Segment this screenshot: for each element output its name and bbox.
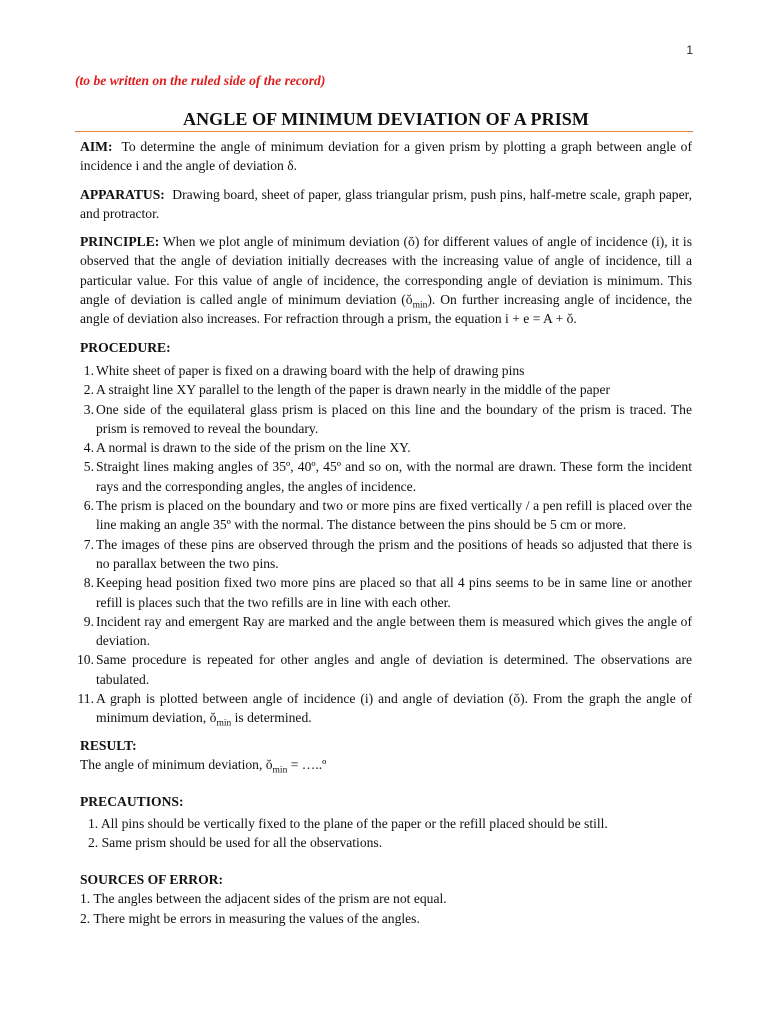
precautions-heading: PRECAUTIONS: <box>80 794 184 810</box>
document-body <box>77 137 693 928</box>
step-number: 9. <box>83 613 94 629</box>
procedure-step <box>77 689 692 730</box>
procedure-step <box>80 573 692 612</box>
procedure-step <box>77 650 692 689</box>
step-number: 3. <box>83 401 94 417</box>
step-number: 1. <box>83 362 94 378</box>
apparatus-section <box>80 185 692 224</box>
procedure-heading: PROCEDURE: <box>80 339 171 355</box>
step-number: 2. <box>83 382 94 398</box>
apparatus-text: Drawing board, sheet of paper, glass triangular prism, push pins, half-metre scale, graph paper, and protractor. <box>80 186 692 221</box>
step-text: The prism is placed on the boundary and two or more pins are fixed vertically / a pen refill is placed over the line making an angle 35º with the normal. The distance between the pins should be 5 cm or more. <box>96 498 692 533</box>
precaution-item: 1. All pins should be vertically fixed to the plane of the paper or the refill placed should be still. <box>88 815 608 831</box>
step-number: 4. <box>83 440 94 456</box>
step-number: 10. <box>77 652 94 668</box>
step-number: 8. <box>83 575 94 591</box>
procedure-step <box>80 361 692 380</box>
principle-section <box>80 232 692 328</box>
procedure-step <box>80 612 692 651</box>
principle-subscript: min <box>412 300 428 311</box>
precaution-item: 2. Same prism should be used for all the observations. <box>88 834 383 850</box>
sources-of-error-heading: SOURCES OF ERROR: <box>80 872 223 888</box>
principle-label: PRINCIPLE: <box>80 234 160 250</box>
step-text-end: is determined. <box>231 710 312 726</box>
aim-text: To determine the angle of minimum deviation for a given prism by plotting a graph between angle of incidence i and the angle of deviation δ. <box>80 139 692 174</box>
step-number: 6. <box>83 498 94 514</box>
step-text: White sheet of paper is fixed on a drawing board with the help of drawing pins <box>96 362 525 378</box>
result-heading: RESULT: <box>80 737 137 753</box>
step-text: The images of these pins are observed through the prism and the positions of heads so adjusted that there is no parallax between the two pins. <box>96 536 692 571</box>
principle-text-b: ). On further increasing angle of incidence, the angle of deviation also increases. For refraction through a prism, the equation i + e = A + ŏ. <box>80 292 692 327</box>
procedure-step <box>80 535 692 574</box>
principle-text-a: When we plot angle of minimum deviation (ŏ) for different values of angle of incidence (i), it is observed that the angle of deviation initially decreases with the increasing value of angle of incidence, till a particular value. For this value of angle of incidence, the corresponding angle of deviation is minimum. This angle of deviation is called angle of minimum deviation (ŏ <box>80 234 693 308</box>
procedure-step <box>80 496 692 535</box>
step-number: 7. <box>83 536 94 552</box>
step-text: A straight line XY parallel to the length of the paper is drawn nearly in the middle of the paper <box>96 382 611 398</box>
step-number: 11. <box>77 691 94 707</box>
aim-section <box>80 137 692 176</box>
precautions-list <box>80 814 692 853</box>
page-number: 1 <box>686 43 693 57</box>
step-subscript: min <box>216 719 232 730</box>
step-text: A normal is drawn to the side of the prism on the line XY. <box>96 440 411 456</box>
procedure-step <box>80 380 692 399</box>
step-text: Same procedure is repeated for other angles and angle of deviation is determined. The observations are tabulated. <box>96 652 692 687</box>
step-number: 5. <box>83 459 94 475</box>
procedure-step <box>80 438 692 457</box>
step-text: Incident ray and emergent Ray are marked and the angle between them is measured which gives the angle of deviation. <box>96 613 692 649</box>
result-subscript: min <box>272 765 288 776</box>
step-text: One side of the equilateral glass prism is placed on this line and the boundary of the prism is traced. The prism is removed to reveal the boundary. <box>96 401 692 436</box>
procedure-step <box>80 400 692 439</box>
procedure-step <box>80 457 692 496</box>
record-note: (to be written on the ruled side of the record) <box>75 73 326 88</box>
step-text: A graph is plotted between angle of incidence (i) and angle of deviation (ŏ). From the graph the angle of minimum deviation, ŏ <box>96 691 692 726</box>
sources-of-error-list <box>80 889 692 928</box>
step-text: Straight lines making angles of 35º, 40º, 45º and so on, with the normal are drawn. These form the incident rays and the corresponding angles, the angles of incidence. <box>96 459 692 494</box>
title-underline <box>75 131 693 132</box>
procedure-list <box>77 361 692 730</box>
result-text <box>80 755 692 774</box>
error-item: 1. The angles between the adjacent sides of the prism are not equal. <box>80 891 447 907</box>
step-text: Keeping head position fixed two more pins are placed so that all 4 pins seems to be in same line or another refill is places such that the two refills are in line with each other. <box>96 575 692 610</box>
result-text-b: = …..º <box>287 756 327 772</box>
error-item: 2. There might be errors in measuring the values of the angles. <box>80 910 420 926</box>
page-title: ANGLE OF MINIMUM DEVIATION OF A PRISM <box>182 109 590 129</box>
aim-label: AIM: <box>80 139 113 154</box>
apparatus-label: APPARATUS: <box>80 186 165 202</box>
result-text-a: The angle of minimum deviation, ŏ <box>80 756 273 772</box>
